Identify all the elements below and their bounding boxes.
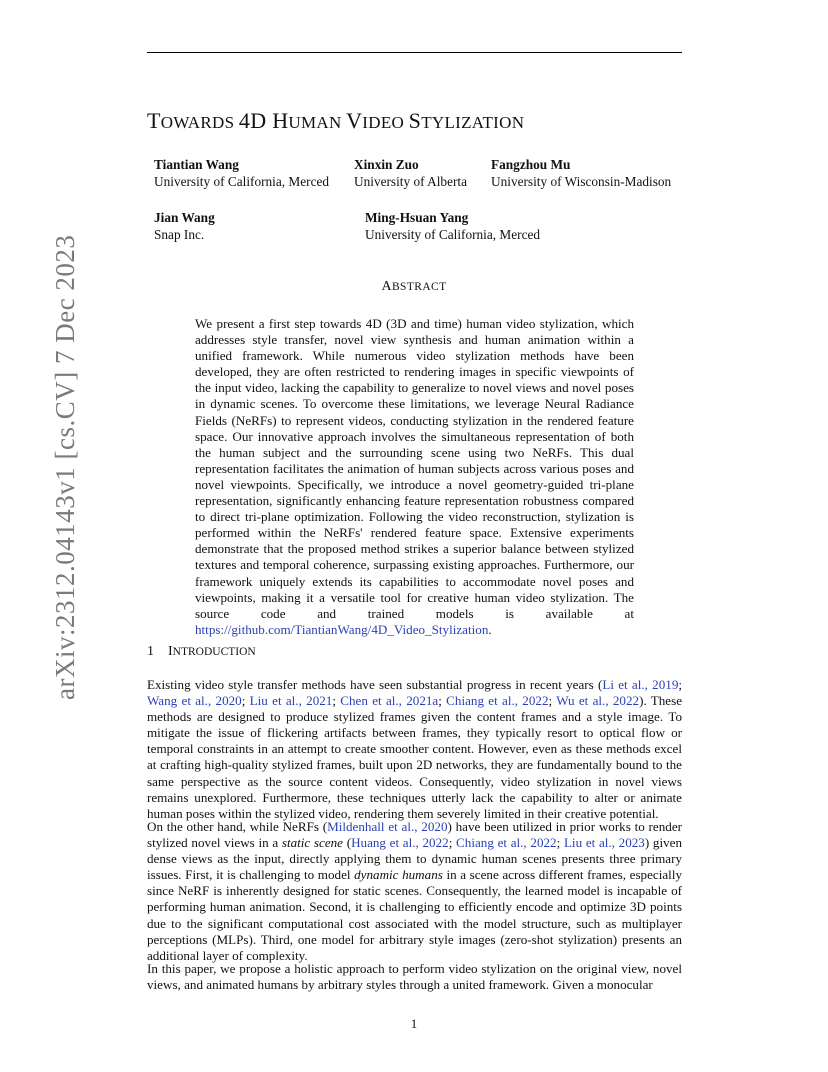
- abstract-heading: [0, 279, 828, 295]
- abstract-heading-initial: A: [381, 279, 392, 294]
- section-title-rest: NTRODUCTION: [172, 646, 256, 658]
- title-segment: IDEO: [362, 113, 409, 132]
- header-rule: [147, 52, 682, 53]
- page-number: 1: [410, 1016, 418, 1031]
- author-affiliation: University of California, Merced: [154, 174, 330, 189]
- title-segment: OWARDS: [160, 113, 239, 132]
- author-block: [154, 156, 329, 190]
- body-text: ). These methods are designed to produce stylized frames given the content frames and a style image. To mitigate the issue of flickering artifacts between frames, they typically resort to optical flow or temporal constraints in an attempt to create smoother content. However, even as these methods excel at crafting high-quality stylized frames, built upon 2D networks, they are fundamentally bound to the same perspective as the source content videos. Consequently, video stylization in novel views remains unexplored. Furthermore, these techniques utterly lack the capability to alter or animate human poses within the stylized video, rendering them severely limited in their creative potential.: [147, 693, 683, 821]
- body-text: in a scene across different frames, especially since NeRF is inherently designed for static scenes. Consequently, the learned model is incapable of performing human animation. Second, it is challenging to efficiently encode and optimize 3D points due to the significant computational cost associated with the model structure, such as multiplayer perceptions (MLPs). Third, one model for arbitrary style images (zero-shot stylization) presents an additional layer of complexity.: [147, 867, 682, 963]
- body-text: ;: [556, 835, 564, 851]
- author-affiliation: University of Wisconsin-Madison: [491, 174, 672, 189]
- body-text: Existing video style transfer methods have seen substantial progress in recent years (: [147, 677, 603, 692]
- author-block: [491, 156, 671, 190]
- author-block: [154, 209, 215, 243]
- code-link[interactable]: https://github.com/TiantianWang/4D_Video_Stylization: [195, 621, 489, 637]
- intro-paragraph-3: In this paper, we propose a holistic approach to perform video stylization on the original view, novel views, and animated humans by arbitrary styles through a united framework. Given a monocular: [147, 961, 682, 993]
- author-block: [354, 156, 467, 190]
- intro-paragraph-1: [147, 677, 682, 822]
- body-text: ;: [241, 693, 250, 709]
- citation-link[interactable]: Liu et al., 2021: [249, 693, 333, 709]
- title-segment: TYLIZATION: [421, 113, 525, 132]
- emphasis-text: dynamic humans: [354, 867, 443, 883]
- section-number: 1: [147, 644, 154, 659]
- title-segment: H: [272, 108, 289, 133]
- body-text: ;: [332, 693, 341, 709]
- section-heading-introduction: [147, 644, 256, 660]
- section-title-initial: I: [168, 644, 173, 659]
- citation-link[interactable]: Chiang et al., 2022: [446, 693, 549, 709]
- title-segment: 4D: [238, 108, 273, 133]
- citation-link[interactable]: Li et al., 2019: [602, 677, 679, 692]
- citation-link[interactable]: Huang et al., 2022: [351, 835, 449, 851]
- author-name: Ming-Hsuan Yang: [365, 210, 469, 225]
- paper-title: [147, 108, 524, 134]
- title-segment: UMAN: [288, 113, 347, 132]
- body-text: ;: [548, 693, 557, 709]
- abstract-body: We present a first step towards 4D (3D and time) human video stylization, which addresses style transfer, novel view synthesis and human animation within a unified framework. While numerous video stylization methods have been developed, they are often restricted to rendering images in specific viewpoints of the input video, lacking the capability to generalize to novel views and novel poses in dynamic scenes. To overcome these limitations, we leverage Neural Radiance Fields (NeRFs) to represent videos, conducting stylization in the rendered feature space. Our innovative approach involves the simultaneous representation of both the human subject and the surrounding scene using two NeRFs. This dual representation facilitates the animation of human subjects across various poses and novel viewpoints. Specifically, we introduce a novel geometry-guided tri-plane representation, significantly enhancing feature representation robustness compared to direct tri-plane optimization. Following the video reconstruction, stylization is performed within the NeRFs' rendered feature space. Extensive experiments demonstrate that the proposed method strikes a superior balance between stylized textures and temporal coherence, surpassing existing approaches. Furthermore, our framework uniquely extends its capabilities to accommodate novel poses and viewpoints, making it a versatile tool for creative human video stylization. The source code and trained models is available at: [195, 316, 634, 621]
- citation-link[interactable]: Liu et al., 2023: [563, 835, 645, 851]
- author-affiliation: University of Alberta: [354, 174, 467, 189]
- author-name: Jian Wang: [154, 210, 215, 225]
- citation-link[interactable]: Wang et al., 2020: [147, 693, 242, 709]
- abstract-heading-rest: BSTRACT: [391, 281, 447, 293]
- citation-link[interactable]: Chiang et al., 2022: [456, 835, 557, 851]
- author-affiliation: Snap Inc.: [154, 227, 205, 242]
- body-text: ;: [448, 835, 457, 851]
- author-affiliation: University of California, Merced: [365, 227, 541, 242]
- citation-link[interactable]: Chen et al., 2021a: [340, 693, 439, 709]
- title-segment: T: [147, 108, 161, 133]
- body-text: (: [343, 835, 352, 851]
- author-block: [365, 209, 540, 243]
- citation-link[interactable]: Wu et al., 2022: [556, 693, 640, 709]
- citation-link[interactable]: Mildenhall et al., 2020: [327, 819, 448, 834]
- abstract-text: We present a first step towards 4D (3D and time) human video stylization, which addresses style transfer, novel view synthesis and human animation within a unified framework. While numerous video stylization methods have been developed, they are often restricted to rendering images in specific viewpoints of the input video, lacking the capability to generalize to novel views and novel poses in dynamic scenes. To overcome these limitations, we leverage Neural Radiance Fields (NeRFs) to represent videos, conducting stylization in the rendered feature space. Our innovative approach involves the simultaneous representation of both the human subject and the surrounding scene using two NeRFs. This dual representation facilitates the animation of human subjects across various poses and novel viewpoints. Specifically, we introduce a novel geometry-guided tri-plane representation, significantly enhancing feature representation robustness compared to direct tri-plane optimization. Following the video reconstruction, stylization is performed within the NeRFs' rendered feature space. Extensive experiments demonstrate that the proposed method strikes a superior balance between stylized textures and temporal coherence, surpassing existing approaches. Furthermore, our framework uniquely extends its capabilities to accommodate novel poses and viewpoints, making it a versatile tool for creative human video stylization. The source code and trained models is available at https://github.com/TiantianWang/4D_Video_Stylization.: [195, 316, 634, 637]
- body-text: ) have been utilized in prior works to render stylized novel views in a: [147, 819, 682, 851]
- title-segment: V: [346, 108, 363, 133]
- author-name: Xinxin Zuo: [354, 157, 419, 172]
- intro-paragraph-2: [147, 819, 682, 964]
- body-text: ;: [438, 693, 447, 709]
- author-name: Tiantian Wang: [154, 157, 239, 172]
- title-segment: S: [408, 108, 422, 133]
- emphasis-text: static scene: [281, 835, 343, 851]
- arxiv-identifier: arXiv:2312.04143v1 [cs.CV] 7 Dec 2023: [50, 234, 80, 700]
- body-text: On the other hand, while NeRFs (: [147, 819, 328, 834]
- body-text: ) given dense views as the input, directly applying them to dynamic human scenes presents three primary issues. First, it is challenging to model: [147, 835, 682, 883]
- body-text: ;: [678, 677, 683, 692]
- author-name: Fangzhou Mu: [491, 157, 571, 172]
